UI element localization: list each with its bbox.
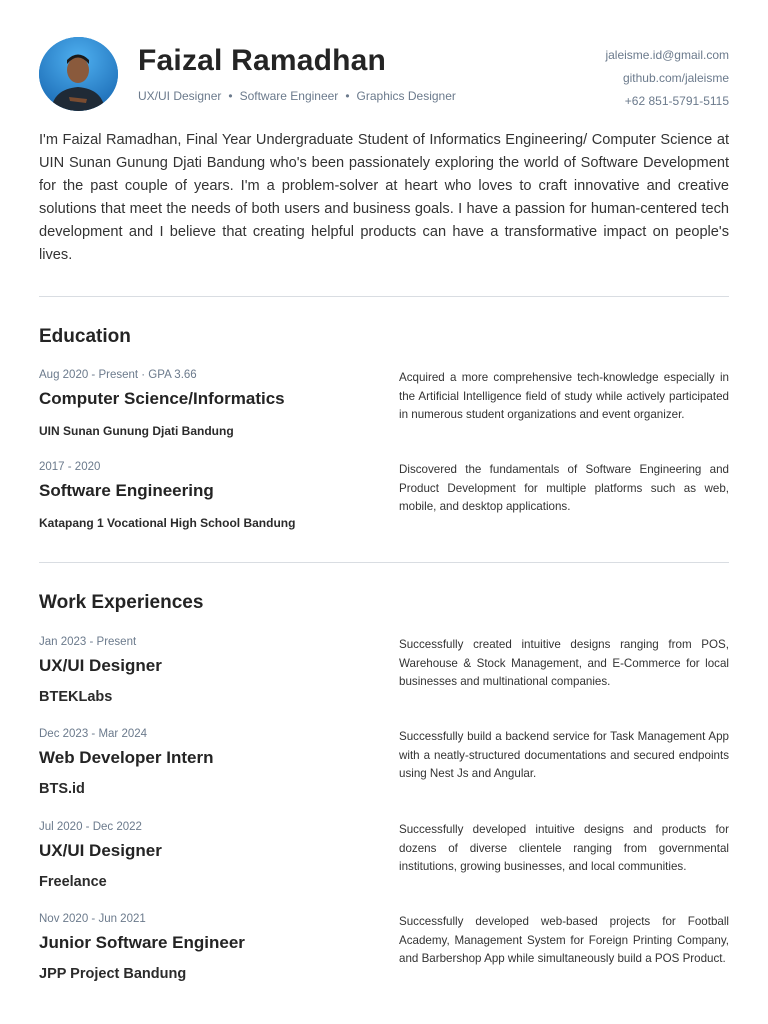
- entry-date: 2017 - 2020: [39, 461, 101, 473]
- role-item: UX/UI Designer: [138, 89, 222, 103]
- section-divider: [39, 562, 729, 563]
- full-name: Faizal Ramadhan: [138, 44, 387, 77]
- entry-title: Web Developer Intern: [39, 748, 214, 767]
- entry-title: UX/UI Designer: [39, 841, 162, 860]
- profile-photo: [39, 37, 118, 111]
- phone-number: +62 851-5791-5115: [624, 94, 729, 108]
- entry-date: Jan 2023 - Present: [39, 636, 137, 648]
- entry-title: UX/UI Designer: [39, 656, 162, 675]
- entry-date: Jul 2020 - Dec 2022: [39, 821, 142, 833]
- entry-organization: UIN Sunan Gunung Djati Bandung: [39, 424, 234, 438]
- role-separator: •: [228, 89, 233, 103]
- entry-title: Computer Science/Informatics: [39, 389, 285, 408]
- entry-description: Successfully developed web-based projects for Football Academy, Management System for Foreign Printing Company, and Barbershop App while simultaneously build a POS Product.: [399, 915, 729, 966]
- entry-organization: BTEKLabs: [39, 689, 113, 705]
- entry-date: Dec 2023 - Mar 2024: [39, 728, 148, 740]
- section-divider: [39, 296, 729, 297]
- entry-date: Nov 2020 - Jun 2021: [39, 913, 146, 925]
- role-separator: •: [345, 89, 350, 103]
- entry-title: Software Engineering: [39, 481, 214, 500]
- entry-title: Junior Software Engineer: [39, 933, 245, 952]
- work-heading: Work Experiences: [39, 592, 204, 613]
- entry-date: Aug 2020 - Present · GPA 3.66: [39, 369, 197, 381]
- role-list: [138, 89, 456, 103]
- entry-organization: Freelance: [39, 874, 107, 890]
- entry-organization: JPP Project Bandung: [39, 966, 187, 982]
- email-link[interactable]: jaleisme.id@gmail.com: [605, 48, 729, 62]
- entry-description: Successfully build a backend service for Task Management App with a neatly-structured documentations and secured endpoints using Nest Js and Angular.: [399, 730, 729, 781]
- avatar: [39, 37, 118, 111]
- contact-info: [605, 44, 729, 113]
- entry-description: Acquired a more comprehensive tech-knowledge especially in the Artificial Intelligence field of study while actively participated in numerous student organizations and event organizer.: [399, 371, 729, 422]
- entry-organization: BTS.id: [39, 781, 85, 797]
- profile-summary: I'm Faizal Ramadhan, Final Year Undergraduate Student of Informatics Engineering/ Computer Science at UIN Sunan Gunung Djati Bandung who's been passionately exploring the world of Software Development for the past couple of years. I'm a problem-solver at heart who loves to craft innovative and creative solutions that meet the needs of both users and business goals. I have a passion for human-centered tech development and I believe that creating helpful products can have a transformative impact on people's lives.: [39, 132, 729, 263]
- entry-description: Successfully created intuitive designs ranging from POS, Warehouse & Stock Management, and E-Commerce for local businesses and multinational companies.: [399, 638, 729, 689]
- entry-organization: Katapang 1 Vocational High School Bandung: [39, 516, 296, 530]
- role-item: Graphics Designer: [356, 89, 456, 103]
- role-item: Software Engineer: [239, 89, 339, 103]
- entry-description: Discovered the fundamentals of Software Engineering and Product Development for multiple platforms such as web, mobile, and desktop applications.: [399, 463, 729, 514]
- entry-description: Successfully developed intuitive designs and products for dozens of diverse clientele ranging from governmental institutions, growing businesses, and local communities.: [399, 823, 729, 874]
- github-link[interactable]: github.com/jaleisme: [622, 71, 729, 85]
- education-heading: Education: [39, 326, 131, 347]
